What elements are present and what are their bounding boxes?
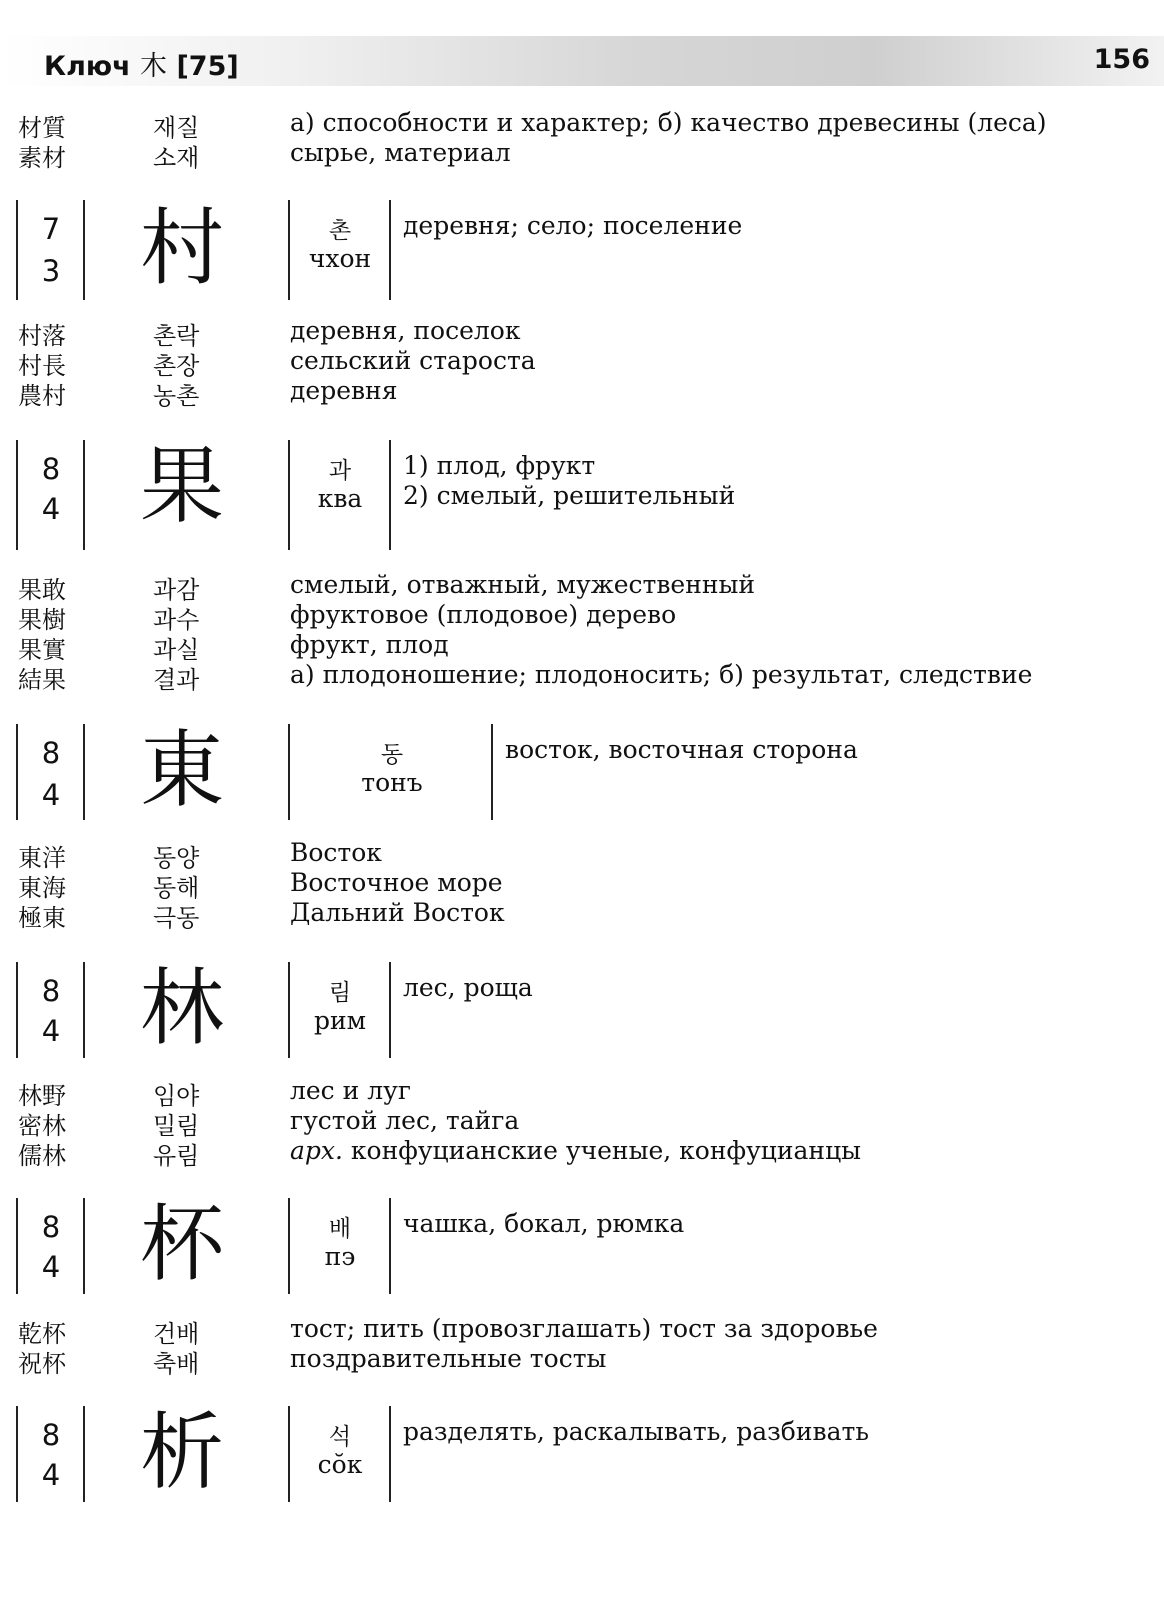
stroke-count-total: 8 <box>41 736 61 770</box>
divider <box>288 200 290 300</box>
divider <box>16 1198 18 1294</box>
word-hanja: 儒林 <box>18 1142 66 1170</box>
word-meaning: сырье, материал <box>290 138 511 167</box>
main-character: 析 <box>140 1403 225 1501</box>
word-row <box>0 1344 1164 1378</box>
korean-reading: 과 <box>328 458 352 484</box>
word-meaning: Восточное море <box>290 868 503 897</box>
word-korean: 재질 <box>153 114 200 142</box>
korean-reading: 석 <box>328 1424 352 1450</box>
word-hanja: 極東 <box>18 904 66 932</box>
word-row <box>0 838 1164 872</box>
stroke-count-extra: 4 <box>41 1014 61 1048</box>
divider <box>491 724 493 820</box>
word-korean: 농촌 <box>153 382 200 410</box>
word-row <box>0 1076 1164 1110</box>
word-korean: 소재 <box>153 144 200 172</box>
word-hanja: 乾杯 <box>18 1320 66 1348</box>
cyrillic-reading: чхон <box>308 244 372 273</box>
main-character: 杯 <box>140 1195 225 1293</box>
stroke-count-total: 8 <box>41 974 61 1008</box>
word-meaning: тост; пить (провозглашать) тост за здоровье <box>290 1314 878 1343</box>
cyrillic-reading: пэ <box>324 1242 356 1271</box>
divider <box>83 962 85 1058</box>
word-korean: 임야 <box>153 1082 200 1110</box>
word-meaning-text: конфуцианские ученые, конфуцианцы <box>350 1136 862 1165</box>
stroke-count-total: 8 <box>41 1210 61 1244</box>
word-hanja: 材質 <box>18 114 66 142</box>
header-radical-number: [75] <box>176 51 239 82</box>
definition-line: восток, восточная сторона <box>505 735 858 764</box>
divider <box>288 440 290 550</box>
definition-line: деревня; село; поселение <box>403 211 743 240</box>
word-korean: 밀림 <box>153 1112 200 1140</box>
word-row <box>0 630 1164 664</box>
divider <box>389 1406 391 1502</box>
cyrillic-reading: сŏк <box>317 1450 363 1479</box>
word-korean: 과실 <box>153 636 200 664</box>
word-korean: 촌락 <box>153 322 200 350</box>
word-hanja: 東海 <box>18 874 66 902</box>
word-hanja: 果敢 <box>18 576 66 604</box>
word-meaning: Дальний Восток <box>290 898 505 927</box>
word-row <box>0 346 1164 380</box>
word-hanja: 結果 <box>18 666 66 694</box>
word-meaning: поздравительные тосты <box>290 1344 607 1373</box>
word-korean: 결과 <box>153 666 200 694</box>
word-hanja: 素材 <box>18 144 66 172</box>
character-entry <box>0 1403 1164 1502</box>
word-korean: 과수 <box>153 606 200 634</box>
cyrillic-reading: тонъ <box>361 768 423 797</box>
word-row <box>0 138 1164 172</box>
korean-reading: 림 <box>328 980 352 1006</box>
divider <box>389 200 391 300</box>
word-meaning: густой лес, тайга <box>290 1106 520 1135</box>
definition-line: 2) смелый, решительный <box>403 481 736 510</box>
stroke-count-extra: 4 <box>41 1250 61 1284</box>
divider <box>389 1198 391 1294</box>
header-prefix: Ключ <box>44 51 131 82</box>
word-korean: 유림 <box>153 1142 200 1170</box>
korean-reading: 동 <box>380 742 404 768</box>
word-hanja: 村落 <box>18 322 66 350</box>
cyrillic-reading: рим <box>313 1006 367 1035</box>
word-row <box>0 108 1164 142</box>
stroke-count-extra: 3 <box>41 254 61 288</box>
word-row <box>0 570 1164 604</box>
word-row <box>0 1136 1164 1170</box>
word-meaning: а) способности и характер; б) качество древесины (леса) <box>290 108 1047 137</box>
divider <box>16 724 18 820</box>
character-entry <box>0 959 1164 1058</box>
stroke-count-extra: 4 <box>41 1458 61 1492</box>
main-character: 果 <box>140 437 225 535</box>
word-hanja: 果樹 <box>18 606 66 634</box>
divider <box>389 962 391 1058</box>
word-meaning: фрукт, плод <box>290 630 449 659</box>
word-meaning: сельский староста <box>290 346 536 375</box>
definition-line: разделять, раскалывать, разбивать <box>403 1417 869 1446</box>
word-row <box>0 660 1164 694</box>
word-korean: 동양 <box>153 844 200 872</box>
word-hanja: 村長 <box>18 352 66 380</box>
stroke-count-extra: 4 <box>41 778 61 812</box>
word-row <box>0 376 1164 410</box>
word-hanja: 林野 <box>18 1082 66 1110</box>
divider <box>288 962 290 1058</box>
definition-line: 1) плод, фрукт <box>403 451 596 480</box>
character-entry <box>0 200 1164 300</box>
divider <box>83 1406 85 1502</box>
main-character: 村 <box>140 199 225 297</box>
word-row <box>0 898 1164 932</box>
word-korean: 과감 <box>153 576 200 604</box>
divider <box>16 1406 18 1502</box>
word-meaning: а) плодоношение; плодоносить; б) результат, следствие <box>290 660 1033 689</box>
divider <box>288 1198 290 1294</box>
divider <box>16 200 18 300</box>
word-meaning: смелый, отважный, мужественный <box>290 570 756 599</box>
divider <box>288 724 290 820</box>
usage-label: арх. <box>290 1136 343 1165</box>
korean-reading: 배 <box>328 1216 352 1242</box>
divider <box>83 1198 85 1294</box>
page-header-title <box>44 44 239 83</box>
cyrillic-reading: ква <box>317 484 363 513</box>
word-korean: 축배 <box>153 1350 200 1378</box>
definition-line: лес, роща <box>403 973 533 1002</box>
word-row <box>0 600 1164 634</box>
stroke-count-extra: 4 <box>41 492 61 526</box>
divider <box>83 724 85 820</box>
word-korean: 촌장 <box>153 352 200 380</box>
word-meaning <box>290 1136 861 1165</box>
stroke-count-total: 7 <box>41 212 61 246</box>
word-hanja: 東洋 <box>18 844 66 872</box>
word-korean: 건배 <box>153 1320 200 1348</box>
character-entry <box>0 721 1164 820</box>
divider <box>16 962 18 1058</box>
word-hanja: 果實 <box>18 636 66 664</box>
divider <box>83 440 85 550</box>
header-radical: 木 <box>140 51 168 82</box>
word-meaning: Восток <box>290 838 382 867</box>
divider <box>83 200 85 300</box>
divider <box>288 1406 290 1502</box>
word-row <box>0 1314 1164 1348</box>
word-meaning: фруктовое (плодовое) дерево <box>290 600 677 629</box>
divider <box>389 440 391 550</box>
word-row <box>0 316 1164 350</box>
word-korean: 동해 <box>153 874 200 902</box>
word-hanja: 密林 <box>18 1112 66 1140</box>
korean-reading: 촌 <box>328 218 352 244</box>
word-hanja: 農村 <box>18 382 66 410</box>
word-row <box>0 1106 1164 1140</box>
main-character: 東 <box>140 721 225 819</box>
stroke-count-total: 8 <box>41 1418 61 1452</box>
word-meaning: лес и луг <box>290 1076 411 1105</box>
word-hanja: 祝杯 <box>18 1350 66 1378</box>
word-meaning: деревня, поселок <box>290 316 521 345</box>
character-entry <box>0 1195 1164 1294</box>
character-entry <box>0 437 1164 550</box>
stroke-count-total: 8 <box>41 452 61 486</box>
word-meaning: деревня <box>290 376 398 405</box>
word-row <box>0 868 1164 902</box>
page-number: 156 <box>1093 44 1150 75</box>
definition-line: чашка, бокал, рюмка <box>403 1209 685 1238</box>
divider <box>16 440 18 550</box>
main-character: 林 <box>140 959 225 1057</box>
word-korean: 극동 <box>153 904 200 932</box>
